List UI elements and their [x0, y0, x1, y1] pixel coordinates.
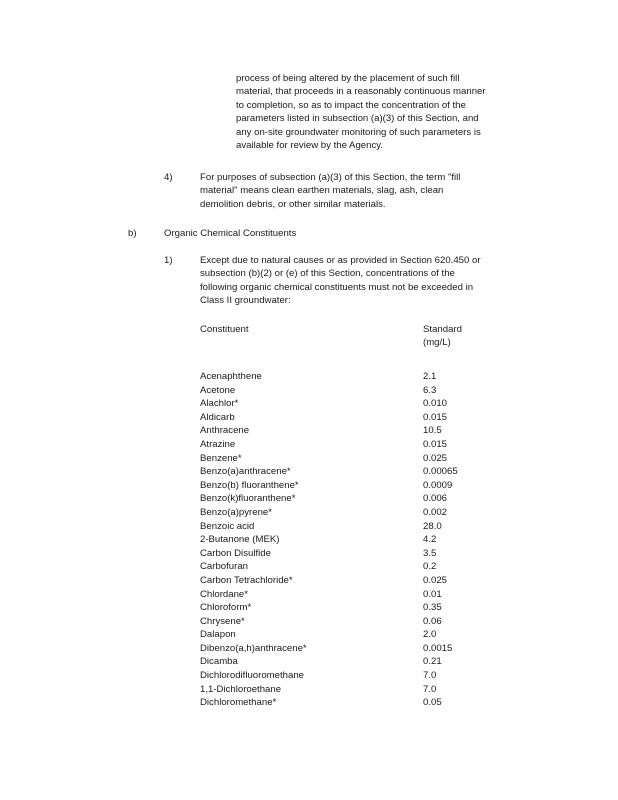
constituent-name: Chloroform* [200, 602, 252, 614]
standard-value: 0.2 [423, 561, 437, 573]
table-row [200, 696, 460, 710]
constituent-name: 2-Butanone (MEK) [200, 534, 280, 546]
text-line: any on-site groundwater monitoring of such parameters is [236, 126, 481, 138]
item-1-paragraph [200, 254, 542, 308]
table-row [200, 547, 460, 561]
text-line: material" means clean earthen materials, slag, ash, clean [200, 185, 444, 197]
table-row [200, 601, 460, 615]
standard-value: 0.21 [423, 656, 442, 668]
constituent-name: 1,1-Dichloroethane [200, 683, 282, 695]
standard-header [423, 323, 462, 350]
table-row [200, 683, 460, 697]
constituent-name: Dichlorodifluoromethane [200, 670, 304, 682]
standard-value: 10.5 [423, 425, 442, 437]
constituent-name: Carbofuran [200, 561, 248, 573]
constituent-name: Anthracene [200, 425, 250, 437]
standard-value: 2.1 [423, 371, 437, 382]
text-line: For purposes of subsection (a)(3) of this Section, the term "fill [200, 172, 461, 183]
table-row [200, 465, 460, 479]
text-line: available for review by the Agency. [236, 140, 384, 152]
table-row [200, 655, 460, 669]
text-line: subsection (b)(2) or (e) of this Section, concentrations of the [200, 268, 455, 280]
standard-header-line2: (mg/L) [423, 337, 451, 349]
text-line: process of being altered by the placement of such fill [236, 73, 460, 84]
standard-value: 0.0009 [423, 479, 453, 491]
text-line: Class II groundwater: [200, 295, 291, 307]
constituent-name: Chrysene* [200, 615, 245, 627]
constituent-name: Carbon Tetrachloride* [200, 574, 293, 586]
constituent-name: Benzo(a)anthracene* [200, 466, 291, 478]
standard-value: 0.006 [423, 493, 448, 505]
constituent-name: Benzo(b) fluoranthene* [200, 479, 299, 491]
table-row [200, 370, 460, 384]
constituent-name: Acenaphthene [200, 371, 262, 382]
table-row [200, 669, 460, 683]
text-line: material, that proceeds in a reasonably continuous manner [236, 86, 486, 98]
standard-value: 0.015 [423, 411, 448, 423]
constituent-name: Chlordane* [200, 588, 249, 600]
table-row [200, 588, 460, 602]
standard-value: 0.025 [423, 574, 448, 586]
standard-value: 2.0 [423, 629, 437, 641]
constituent-name: Benzo(k)fluoranthene* [200, 493, 296, 505]
standard-value: 0.025 [423, 452, 448, 464]
constituent-name: Carbon Disulfide [200, 547, 271, 559]
table-row [200, 492, 460, 506]
standard-value: 3.5 [423, 547, 437, 559]
constituent-name: Dichloromethane* [200, 697, 277, 709]
standard-value: 0.002 [423, 506, 448, 518]
table-row [200, 424, 460, 438]
constituent-name: Benzoic acid [200, 520, 255, 532]
table-row [200, 384, 460, 398]
text-line: to completion, so as to impact the concentration of the [236, 99, 466, 111]
standard-value: 6.3 [423, 384, 437, 396]
table-row [200, 452, 460, 466]
standard-value: 4.2 [423, 534, 437, 546]
constituent-name: Benzene* [200, 452, 242, 464]
constituent-name: Dibenzo(a,h)anthracene* [200, 642, 307, 654]
standard-value: 0.010 [423, 398, 448, 410]
standard-value: 7.0 [423, 683, 437, 695]
standard-value: 0.01 [423, 588, 442, 600]
table-row [200, 533, 460, 547]
text-line: Except due to natural causes or as provided in Section 620.450 or [200, 255, 481, 266]
table-row [200, 520, 460, 534]
text-line: following organic chemical constituents must not be exceeded in [200, 281, 474, 293]
constituent-name: Alachlor* [200, 398, 239, 410]
standard-value: 0.35 [423, 602, 442, 614]
continuation-paragraph [236, 72, 530, 152]
constituent-name: Aldicarb [200, 411, 235, 423]
constituent-name: Atrazine [200, 438, 236, 450]
standard-value: 0.05 [423, 697, 442, 709]
item-1-number: 1) [164, 255, 173, 266]
table-row [200, 615, 460, 629]
table-row [200, 397, 460, 411]
standard-value: 0.06 [423, 615, 442, 627]
table-row [200, 642, 460, 656]
table-row [200, 506, 460, 520]
section-b-heading: Organic Chemical Constituents [164, 228, 297, 239]
constituent-name: Acetone [200, 384, 236, 396]
standard-value: 0.0015 [423, 642, 453, 654]
constituent-table [200, 370, 460, 710]
standard-value: 7.0 [423, 670, 437, 682]
section-b-label: b) [128, 228, 137, 239]
item-4-number: 4) [164, 172, 173, 183]
table-row [200, 411, 460, 425]
table-row [200, 438, 460, 452]
constituent-header: Constituent [200, 324, 249, 335]
standard-value: 0.015 [423, 438, 448, 450]
table-row [200, 479, 460, 493]
standard-value: 0.00065 [423, 466, 458, 478]
table-row [200, 560, 460, 574]
text-line: parameters listed in subsection (a)(3) of this Section, and [236, 113, 479, 125]
item-4-paragraph [200, 171, 530, 211]
table-row [200, 628, 460, 642]
standard-header-line1: Standard [423, 324, 462, 335]
standard-value: 28.0 [423, 520, 442, 532]
constituent-name: Dicamba [200, 656, 238, 668]
constituent-name: Benzo(a)pyrene* [200, 506, 272, 518]
text-line: demolition debris, or other similar materials. [200, 198, 386, 210]
table-row [200, 574, 460, 588]
constituent-name: Dalapon [200, 629, 236, 641]
